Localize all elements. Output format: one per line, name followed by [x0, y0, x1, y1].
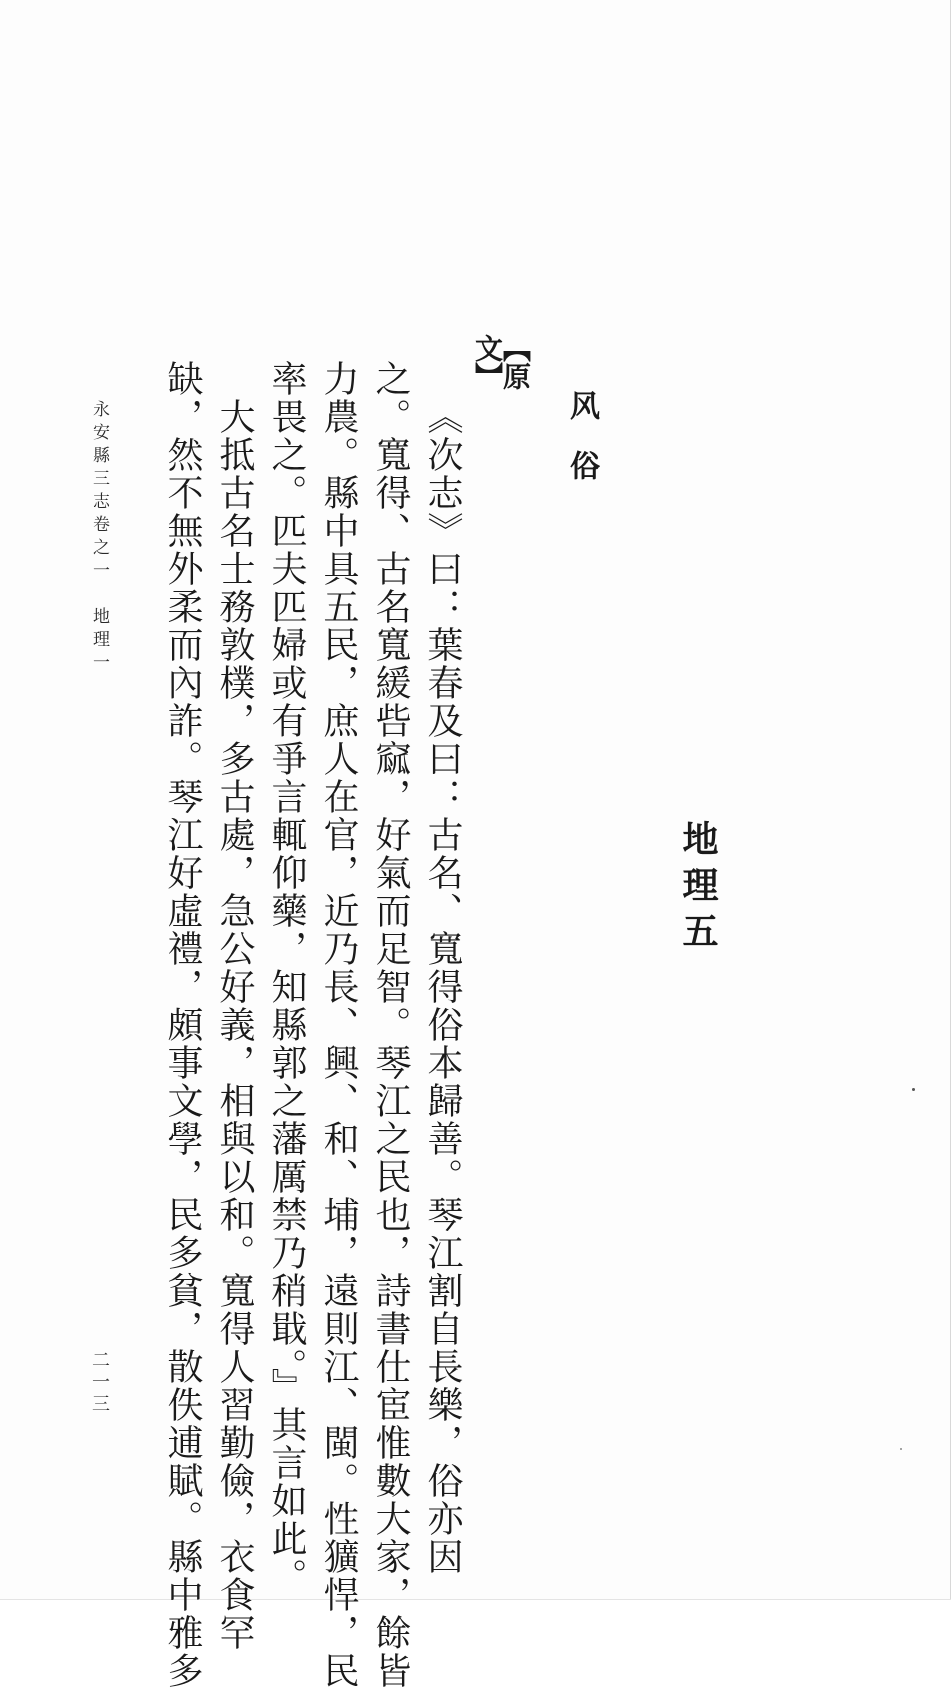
- text-column-4: 率畏之。匹夫匹婦或有爭言輒仰藥，知縣郭之藩厲禁乃稍戢。』其言如此。: [266, 360, 307, 1596]
- page-number: 二一三: [89, 1350, 110, 1416]
- text-column-5: 大抵古名士務敦樸，多古處，急公好義，相與以和。寬得人習勤儉，衣食罕: [214, 398, 255, 1652]
- chapter-title: 地理五: [677, 820, 719, 958]
- text-column-3: 力農。縣中具五民，庶人在官，近乃長、興、和、埔，遠則江、閩。性獷悍，民: [318, 360, 359, 1690]
- text-column-1: 《次志》曰：葉春及曰：古名、寬得俗本歸善。琴江割自長樂，俗亦因: [422, 398, 463, 1576]
- running-head: 永安縣三志卷之一 地理一: [89, 400, 109, 676]
- text-column-2: 之。寬得、古名寬緩呰窳，好氣而足智。琴江之民也，詩書仕宦惟數大家，餘皆: [370, 360, 411, 1690]
- scan-speck: [900, 1448, 902, 1450]
- original-text-label: 【原文】: [471, 334, 532, 390]
- scan-speck: [912, 1088, 915, 1091]
- section-title: 风俗: [564, 390, 599, 510]
- text-column-6: 缺，然不無外柔而內詐。琴江好虛禮，頗事文學，民多貧，散佚逋賦。縣中雅多: [162, 360, 203, 1690]
